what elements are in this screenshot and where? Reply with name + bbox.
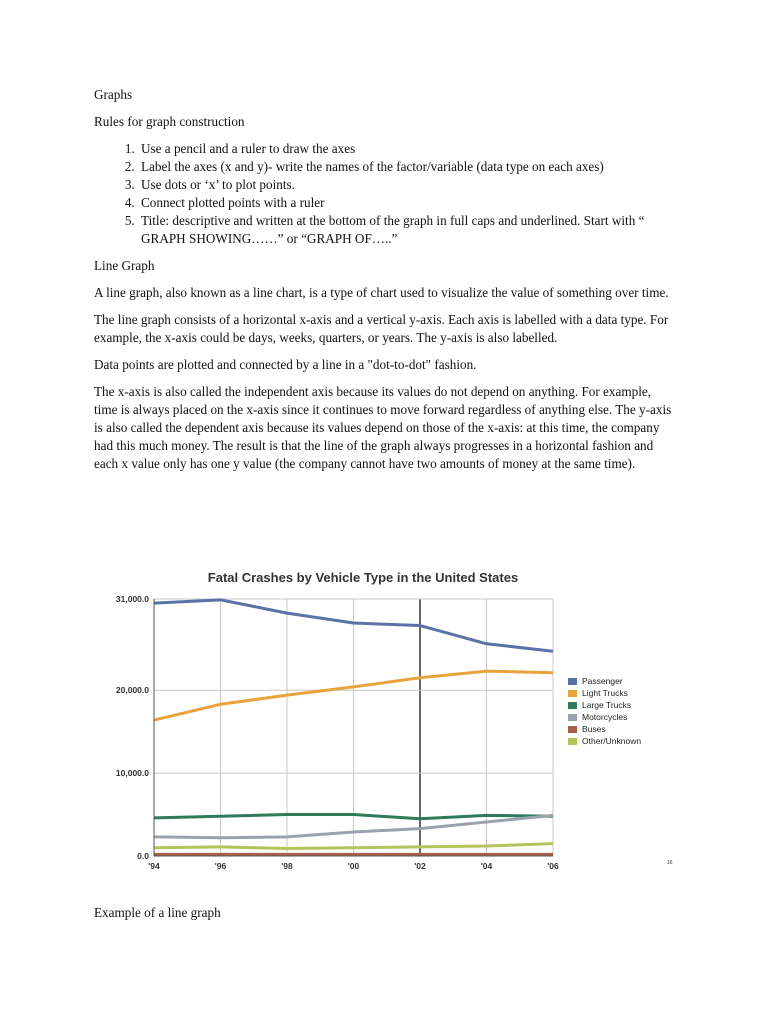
y-tick-label: 0.0 — [137, 851, 149, 861]
legend-swatch — [568, 702, 577, 709]
rule-item: 5. Title: descriptive and written at the bottom of the graph in full caps and underlined. Start with “ GRAPH SHOWING……” or “GRAPH OF…..” — [138, 212, 674, 248]
legend-label: Buses — [582, 724, 606, 734]
x-tick-label: '94 — [148, 861, 160, 871]
x-tick-label: '98 — [281, 861, 293, 871]
rules-list — [94, 140, 674, 248]
legend-swatch — [568, 726, 577, 733]
paragraph: Data points are plotted and connected by a line in a "dot-to-dot" fashion. — [94, 357, 477, 372]
legend-label: Other/Unknown — [582, 736, 642, 746]
rule-item: 4. Connect plotted points with a ruler — [138, 194, 674, 212]
legend-swatch — [568, 738, 577, 745]
legend-label: Large Trucks — [582, 700, 632, 710]
legend-label: Motorcycles — [582, 712, 628, 722]
line-graph-heading: Line Graph — [94, 258, 155, 273]
paragraph: The x-axis is also called the independent axis because its values do not depend on anything. For example, time is always placed on the x-axis since it continues to move forward regardless of anything else. The y-axis is also called the dependent axis because its values depend on those of the x-axis: at this time, the company had this much money. The result is that the line of the graph always progresses in a horizontal fashion and each x value only has one y value (the company cannot have two amounts of money at the same time). — [94, 384, 672, 471]
y-tick-label: 10,000.0 — [115, 768, 149, 779]
rules-heading: Rules for graph construction — [94, 114, 245, 129]
page-mark: 16 — [667, 860, 673, 866]
legend-label: Passenger — [582, 676, 623, 686]
paragraph: A line graph, also known as a line chart, is a type of chart used to visualize the value of something over time. — [94, 285, 669, 300]
document-body — [94, 86, 674, 482]
chart-caption: Example of a line graph — [94, 905, 221, 921]
x-tick-label: '04 — [480, 861, 493, 871]
rule-item: 3. Use dots or ‘x’ to plot points. — [138, 176, 674, 194]
legend-swatch — [568, 678, 577, 685]
line-chart — [95, 566, 685, 878]
x-tick-label: '02 — [414, 861, 426, 871]
x-tick-label: '06 — [547, 861, 559, 871]
legend-swatch — [568, 714, 577, 721]
y-tick-label: 20,000.0 — [115, 685, 149, 696]
chart-svg — [95, 566, 685, 878]
legend-swatch — [568, 690, 577, 697]
paragraph: The line graph consists of a horizontal x-axis and a vertical y-axis. Each axis is labelled with a data type. For example, the x-axis could be days, weeks, quarters, or years. The y-axis is also labelled. — [94, 312, 669, 345]
x-tick-label: '96 — [214, 861, 227, 871]
rule-item: 1. Use a pencil and a ruler to draw the axes — [138, 140, 674, 158]
chart-title: Fatal Crashes by Vehicle Type in the United States — [207, 570, 519, 585]
rule-item: 2. Label the axes (x and y)- write the names of the factor/variable (data type on each axes) — [138, 158, 674, 176]
legend-label: Light Trucks — [582, 688, 628, 698]
x-tick-label: '00 — [347, 861, 360, 871]
doc-title: Graphs — [94, 87, 133, 102]
y-tick-label: 31,000.0 — [115, 594, 149, 604]
